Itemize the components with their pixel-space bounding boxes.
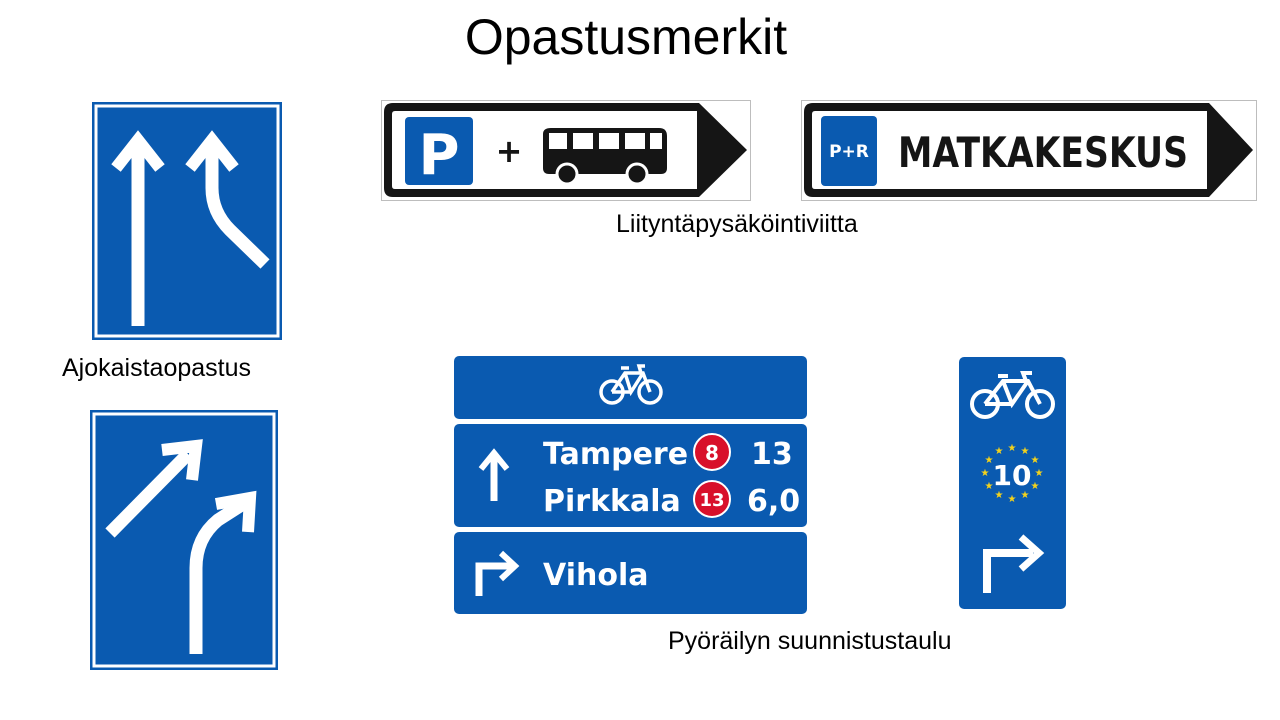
destination-tampere: Tampere bbox=[543, 437, 689, 472]
svg-text:★: ★ bbox=[1030, 481, 1040, 492]
svg-text:★: ★ bbox=[984, 455, 994, 466]
caption-cycling-board: Pyöräilyn suunnistustaulu bbox=[668, 627, 952, 655]
caption-lane-guidance: Ajokaistaopastus bbox=[62, 354, 252, 382]
distance-pirkkala: 6,0 bbox=[747, 484, 801, 519]
lane-sign-diverge bbox=[88, 408, 280, 672]
svg-text:★: ★ bbox=[994, 446, 1004, 457]
destination-pirkkala: Pirkkala bbox=[543, 484, 681, 519]
destination-vihola: Vihola bbox=[543, 558, 649, 593]
lane-sign-merge bbox=[90, 100, 284, 342]
route-number-8: 8 bbox=[705, 441, 719, 465]
eurovelo-route-number: 10 bbox=[992, 459, 1032, 492]
svg-text:★: ★ bbox=[1007, 443, 1017, 454]
matkakeskus-sign bbox=[801, 100, 1257, 201]
distance-tampere: 13 bbox=[751, 437, 793, 472]
page-title: Opastusmerkit bbox=[464, 9, 788, 65]
parking-letter: P bbox=[418, 123, 460, 188]
eurovelo-sign bbox=[955, 353, 1070, 613]
svg-text:★: ★ bbox=[994, 490, 1004, 501]
svg-text:★: ★ bbox=[1020, 490, 1030, 501]
route-number-13: 13 bbox=[699, 490, 725, 511]
cycling-direction-board bbox=[451, 353, 810, 617]
svg-text:★: ★ bbox=[1034, 468, 1044, 479]
park-bus-sign bbox=[381, 100, 751, 201]
svg-text:★: ★ bbox=[1020, 446, 1030, 457]
plus-sign: + bbox=[495, 132, 523, 170]
svg-text:★: ★ bbox=[980, 468, 990, 479]
svg-text:★: ★ bbox=[1007, 494, 1017, 505]
matkakeskus-destination: MATKAKESKUS bbox=[898, 128, 1188, 177]
park-and-ride-label: P+R bbox=[829, 142, 869, 162]
svg-text:★: ★ bbox=[984, 481, 994, 492]
caption-park-ride: Liityntäpysäköintiviitta bbox=[616, 210, 858, 238]
svg-text:★: ★ bbox=[1030, 455, 1040, 466]
